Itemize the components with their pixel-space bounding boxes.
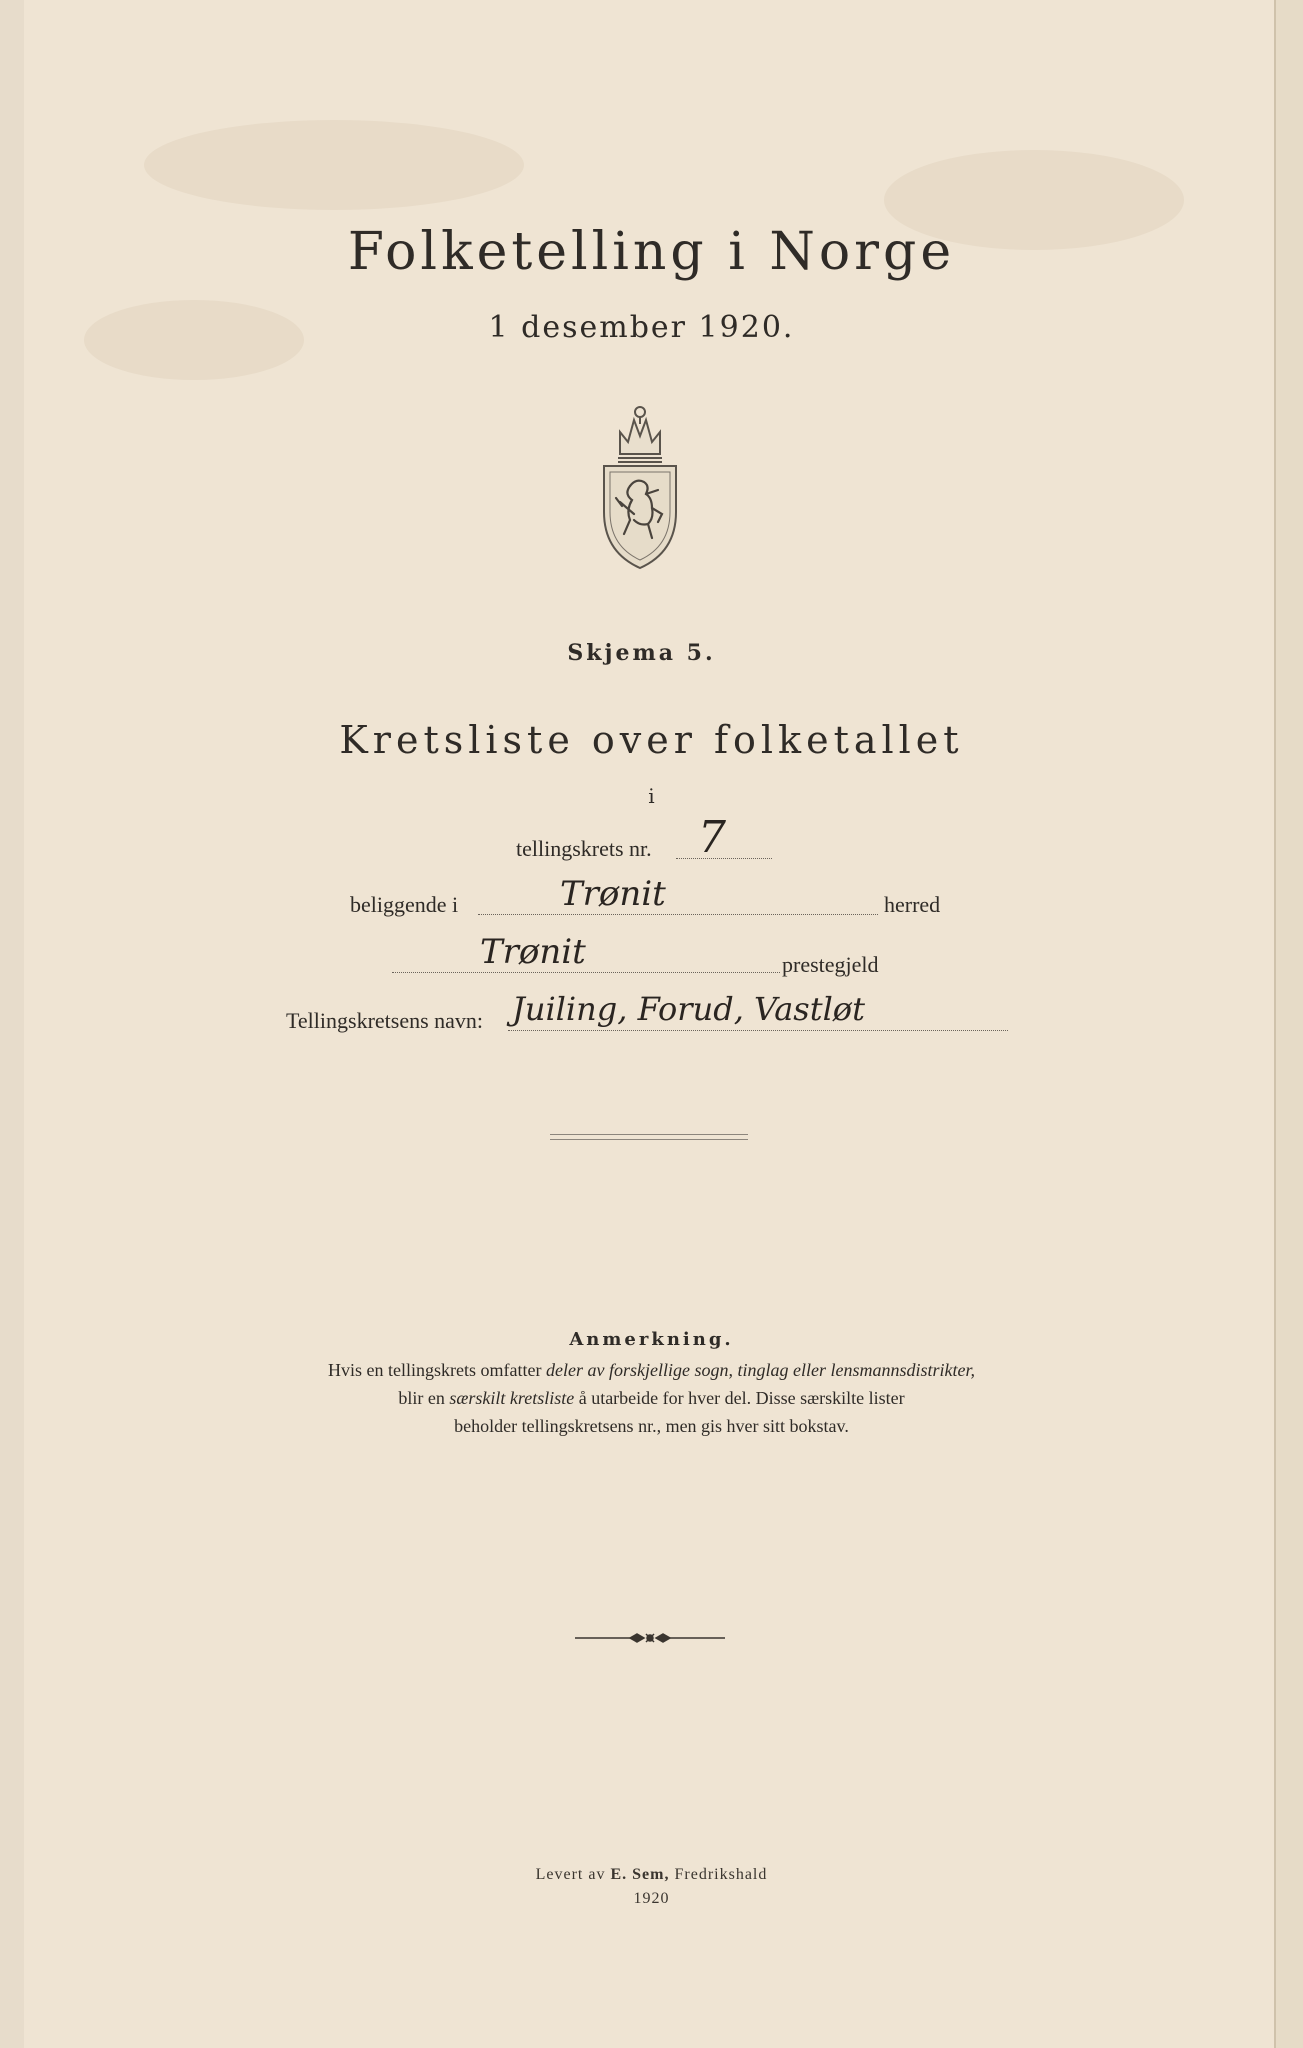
note-line-1-emphasis: deler av forskjellige sogn, tinglag eller lensmannsdistrikter, (546, 1360, 975, 1380)
page-edge (1274, 0, 1303, 2048)
note-line-3: beholder tellingskretsens nr., men gis hver sitt bokstav. (454, 1416, 849, 1436)
beliggende-label: beliggende i (350, 892, 459, 917)
tellingskrets-value: 7 (698, 812, 726, 863)
prestegjeld-line (392, 972, 780, 973)
printer-name: E. Sem, (610, 1866, 670, 1883)
printer-credit-prefix: Levert av (535, 1866, 611, 1883)
paper-stain (144, 120, 524, 210)
form-heading: Kretsliste over folketallet (339, 718, 964, 762)
binding-spine (0, 0, 24, 2048)
note-line-1 (0, 1360, 1303, 1381)
print-year: 1920 (633, 1890, 670, 1907)
coat-of-arms-icon (590, 402, 690, 572)
note-title: Anmerkning. (569, 1329, 734, 1350)
herred-value: Trønit (560, 874, 666, 914)
kretsnavn-label: Tellingskretsens navn: (286, 1008, 484, 1033)
note-line-2-emphasis: særskilt kretsliste (449, 1388, 575, 1408)
kretsnavn-value: Juiling, Forud, Vastløt (512, 990, 865, 1028)
document-title: Folketelling i Norge (347, 222, 956, 282)
note-line-1-text: Hvis en tellingskrets omfatter (328, 1360, 546, 1380)
kretsnavn-line (508, 1030, 1008, 1031)
schema-number: Skjema 5. (567, 640, 716, 666)
printer-credit (0, 1866, 1303, 1884)
herred-line (478, 914, 878, 915)
herred-label: herred (884, 892, 941, 917)
prestegjeld-label: prestegjeld (782, 952, 879, 977)
printer-location: Fredrikshald (669, 1866, 768, 1883)
ornamental-divider-icon (575, 1628, 725, 1648)
note-line-2 (0, 1388, 1303, 1409)
heading-preposition: i (648, 784, 655, 808)
document-date: 1 desember 1920. (488, 310, 795, 345)
note-line-2-text-b: å utarbeide for hver del. Disse særskilte lister (574, 1388, 905, 1408)
prestegjeld-value: Trønit (480, 932, 586, 972)
section-divider (550, 1134, 748, 1140)
note-line-2-text-a: blir en (398, 1388, 450, 1408)
tellingskrets-label: tellingskrets nr. (516, 836, 652, 861)
